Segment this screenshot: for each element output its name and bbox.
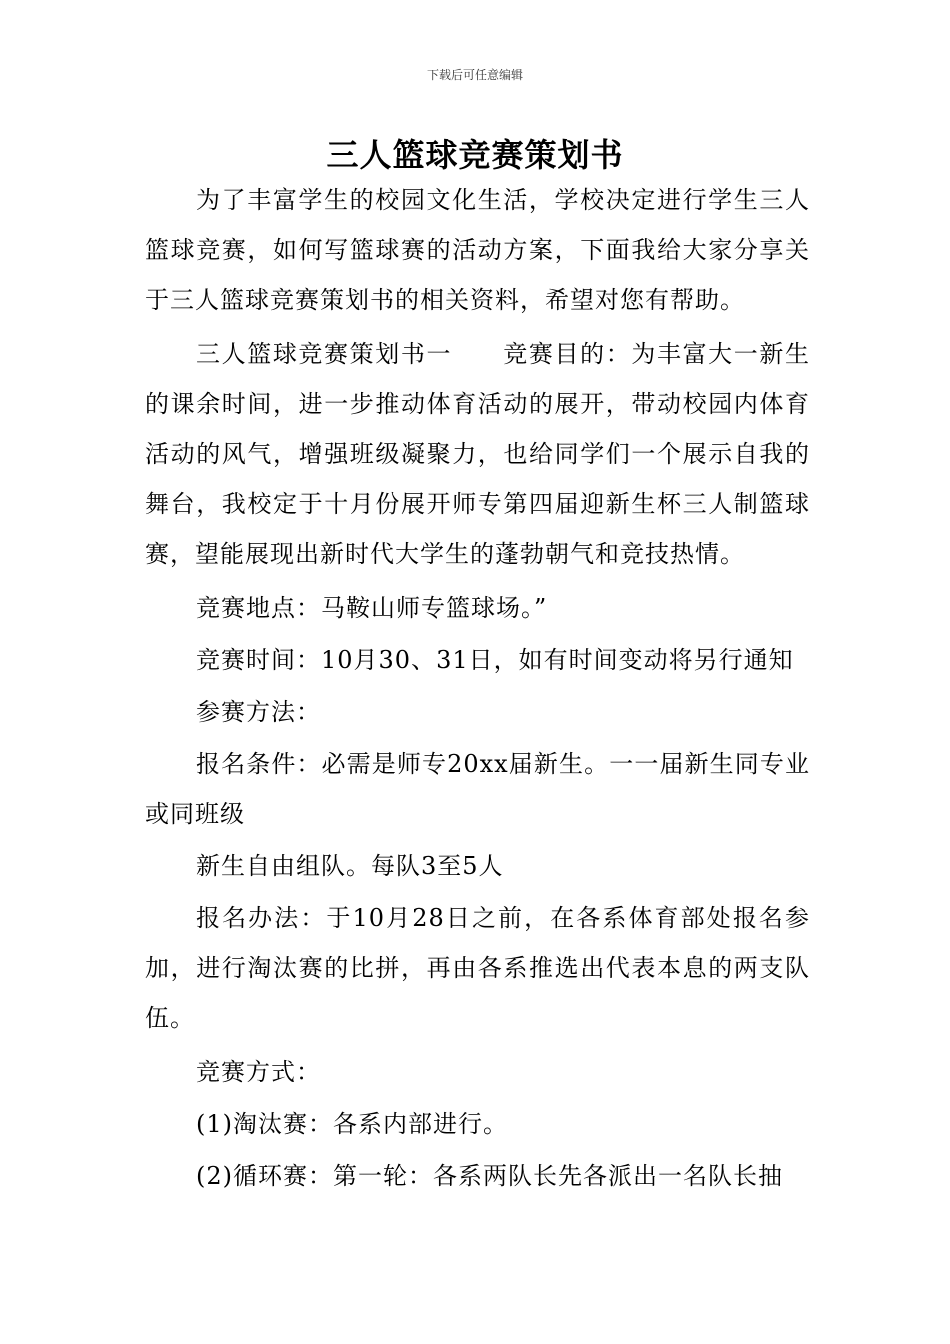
document-body [145, 175, 810, 1203]
paragraph-eligibility: 报名条件：必需是师专20xx届新生。一一届新生同专业或同班级 [145, 750, 810, 828]
paragraph-round-robin: (2)循环赛：第一轮：各系两队长先各派出一名队长抽 [196, 1162, 783, 1190]
paragraph-knockout: (1)淘汰赛：各系内部进行。 [196, 1110, 508, 1138]
page-header-note: 下载后可任意编辑 [426, 68, 523, 82]
paragraph-method-heading: 参赛方法： [196, 698, 321, 726]
paragraph-time: 竞赛时间：10月30、31日，如有时间变动将另行通知 [196, 646, 794, 674]
paragraph-format-heading: 竞赛方式： [196, 1058, 321, 1086]
paragraph-purpose: 三人篮球竞赛策划书一 竞赛目的：为丰富大一新生的课余时间，进一步推动体育活动的展开，带动校园内体育活动的风气，增强班级凝聚力，也给同学们一个展示自我的舞台，我校定于十月份展开师专第四届迎新生杯三人制篮球赛，望能展现出新时代大学生的蓬勃朝气和竞技热情。 [145, 340, 810, 568]
paragraph-registration: 报名办法：于10月28日之前，在各系体育部处报名参加，进行淘汰赛的比拼，再由各系推选出代表本息的两支队伍。 [145, 904, 810, 1032]
paragraph-location: 竞赛地点：马鞍山师专篮球场。” [196, 594, 548, 622]
paragraph-intro: 为了丰富学生的校园文化生活，学校决定进行学生三人篮球竞赛，如何写篮球赛的活动方案，下面我给大家分享关于三人篮球竞赛策划书的相关资料，希望对您有帮助。 [145, 186, 810, 314]
paragraph-team-size: 新生自由组队。每队3至5人 [196, 852, 504, 880]
document-title: 三人篮球竞赛策划书 [326, 136, 624, 174]
